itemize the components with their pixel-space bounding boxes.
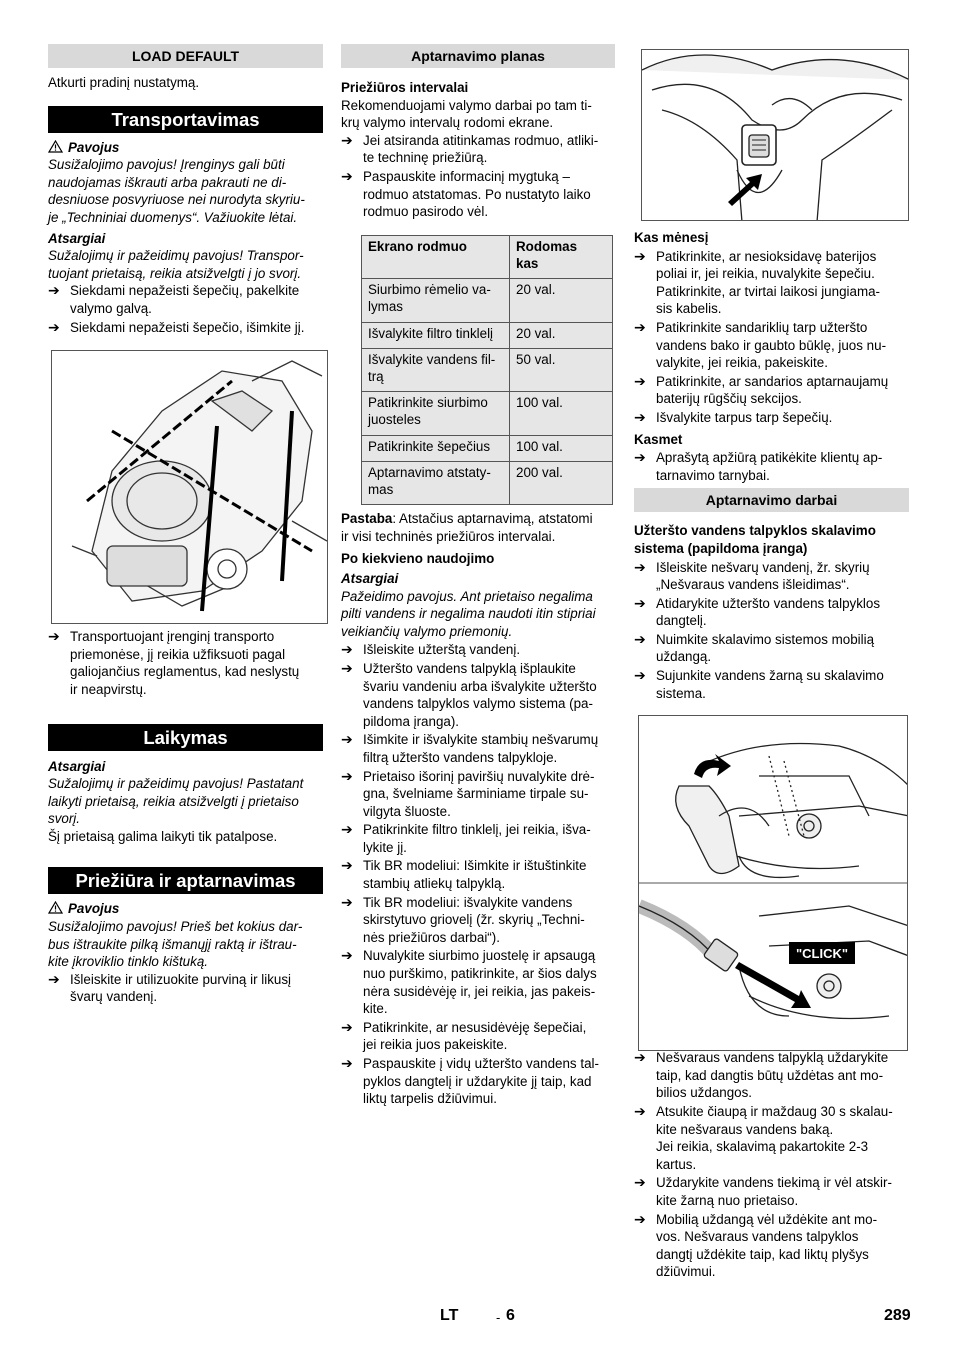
text-line: džiūvimui. bbox=[656, 1264, 716, 1280]
arrow-icon: ➔ bbox=[341, 731, 353, 748]
table-cell: 20 val. bbox=[510, 279, 613, 322]
text-line: Nešvaraus vandens talpyklą uždarykite bbox=[656, 1050, 889, 1066]
text-line: Rodomas bbox=[516, 238, 578, 254]
table-row bbox=[362, 322, 613, 348]
text-line: trą bbox=[368, 368, 384, 384]
text-line: Išvalykite vandens fil- bbox=[368, 351, 496, 367]
text-line: Ekrano rodmuo bbox=[368, 238, 467, 254]
text-line: pyklos dangtelį ir uždarykite jį taip, kad bbox=[363, 1073, 592, 1089]
arrow-icon: ➔ bbox=[48, 318, 60, 335]
bullet-item bbox=[341, 857, 615, 892]
text-line: ir visi techninės priežiūros intervalai. bbox=[341, 528, 556, 544]
table-cell bbox=[362, 392, 510, 435]
text-line: uždangą. bbox=[656, 649, 712, 665]
intervals-text bbox=[341, 97, 615, 132]
text-line: tarnavimo tarnybai. bbox=[656, 467, 770, 483]
lid-latch-drawing bbox=[642, 50, 909, 221]
text-line: valykite, jei reikia, pakeiskite. bbox=[656, 355, 828, 371]
text-line: kite nešvaraus vandens baką. bbox=[656, 1121, 834, 1137]
bullet-item bbox=[634, 1211, 909, 1281]
arrow-icon: ➔ bbox=[341, 767, 353, 784]
arrow-icon: ➔ bbox=[341, 893, 353, 910]
bullet-item bbox=[341, 1055, 615, 1108]
text-line: Jei reikia, skalavimą pakartokite 2-3 bbox=[656, 1139, 869, 1155]
table-header-cell bbox=[510, 235, 613, 278]
text-line: Nuvalykite siurbimo juostelę ir apsaugą bbox=[363, 948, 596, 964]
bullet-item bbox=[634, 449, 909, 484]
after-use-label: Po kiekvieno naudojimo bbox=[341, 551, 495, 567]
table-cell: 50 val. bbox=[510, 348, 613, 391]
arrow-icon: ➔ bbox=[341, 167, 353, 184]
danger-text bbox=[48, 156, 323, 226]
bullet-item bbox=[634, 1049, 909, 1102]
text-line: Rekomenduojami valymo darbai po tam ti- bbox=[341, 97, 592, 113]
arrow-icon: ➔ bbox=[341, 659, 353, 676]
arrow-icon: ➔ bbox=[634, 318, 646, 335]
footer-page-prefix: - bbox=[496, 1310, 501, 1325]
text-line: lymas bbox=[368, 299, 403, 315]
arrow-icon: ➔ bbox=[634, 1174, 646, 1191]
text-line: ir neapvirstų. bbox=[70, 681, 147, 697]
text-line: svorį. bbox=[48, 811, 80, 827]
text-line: rodmuo pasirodo vėl. bbox=[363, 204, 489, 220]
caution-label: Atsargiai bbox=[341, 570, 399, 586]
bullet-item bbox=[634, 248, 909, 318]
hose-illustration bbox=[638, 715, 908, 1051]
arrow-icon: ➔ bbox=[341, 821, 353, 838]
bullet-item bbox=[634, 1174, 909, 1209]
table-row bbox=[362, 461, 613, 504]
text-line: Užteršto vandens talpyklą išplaukite bbox=[363, 660, 576, 676]
text-line: galiojančius reglamentus, kad neslystų bbox=[70, 664, 300, 680]
bullet-item bbox=[48, 628, 323, 698]
text-line: Tik BR modeliui: Išimkite ir ištuštinkite bbox=[363, 858, 587, 874]
text-line: dangtelį. bbox=[656, 613, 707, 629]
table-cell: 200 val. bbox=[510, 461, 613, 504]
note-label: Pastaba bbox=[341, 511, 393, 527]
text-line: sistema. bbox=[656, 685, 706, 701]
text-line: Atsukite čiaupą ir maždaug 30 s skalau- bbox=[656, 1104, 893, 1120]
table-cell: 100 val. bbox=[510, 392, 613, 435]
warning-icon bbox=[48, 140, 63, 153]
bullet-item bbox=[634, 667, 909, 702]
text-line: : Atstačius aptarnavimą, atstatomi bbox=[392, 511, 593, 527]
table-row bbox=[362, 279, 613, 322]
text-line: Sužalojimų ir pažeidimų pavojus! Pastatant bbox=[48, 776, 304, 792]
monthly-label: Kas mėnesį bbox=[634, 230, 709, 245]
load-default-text: Atkurti pradinį nustatymą. bbox=[48, 75, 200, 90]
after-list bbox=[634, 1049, 909, 1281]
bullet-item bbox=[634, 559, 909, 594]
table-cell: Išvalykite filtro tinklelį bbox=[362, 322, 510, 348]
text-line: Susižalojimo pavojus! Prieš bet kokius dar- bbox=[48, 919, 303, 935]
text-line: Aptarnavimo atstaty- bbox=[368, 464, 491, 480]
arrow-icon: ➔ bbox=[634, 558, 646, 575]
text-line: Siurbimo rėmelio va- bbox=[368, 282, 491, 298]
bullet-item bbox=[341, 731, 615, 766]
bullet-item bbox=[634, 373, 909, 408]
text-line: vilgyta šluoste. bbox=[363, 803, 451, 819]
hose-connection-drawing bbox=[639, 716, 908, 1051]
text-line: poliai ir, jei reikia, nuvalykite šepečiu. bbox=[656, 266, 875, 282]
arrow-icon: ➔ bbox=[634, 1210, 646, 1227]
text-line: laikyti prietaisą, reikia atsižvelgti į prietaiso bbox=[48, 793, 299, 809]
text-line: Nuimkite skalavimo sistemos mobilią bbox=[656, 631, 875, 647]
text-line: Paspauskite į vidų užteršto vandens tal- bbox=[363, 1056, 599, 1071]
text-line: tuojant prietaisą, reikia atsižvelgti į jo svorį. bbox=[48, 265, 302, 281]
bullet-item bbox=[48, 971, 323, 1006]
arrow-icon: ➔ bbox=[634, 247, 646, 264]
text-line: baterijų rūgščių sekcijos. bbox=[656, 391, 802, 407]
text-line: Atidarykite užteršto vandens talpyklos bbox=[656, 595, 881, 611]
text-line: je „Techniniai duomenys“. Važiuokite lėtai. bbox=[48, 209, 298, 225]
text-line: bilios uždangos. bbox=[656, 1085, 753, 1101]
text-line: sis kabelis. bbox=[656, 301, 722, 317]
text-line: Patikrinkite, ar nesusidėvėję šepečiai, bbox=[363, 1019, 587, 1035]
text-line: pilti vandens ir negalima naudoti itin stipriai bbox=[341, 606, 596, 622]
bullet-item bbox=[634, 319, 909, 372]
text-line: te techninę priežiūrą. bbox=[363, 150, 488, 166]
text-line: skirstytuvo griovelį (žr. skyrių „Techni- bbox=[363, 912, 585, 928]
danger-text bbox=[48, 918, 323, 971]
text-line: Jei atsiranda atitinkamas rodmuo, atliki- bbox=[363, 132, 599, 148]
text-line: sistema (papildoma įranga) bbox=[634, 540, 808, 556]
bullet-item bbox=[48, 319, 323, 337]
note-paragraph bbox=[341, 510, 615, 545]
arrow-icon: ➔ bbox=[48, 970, 60, 987]
text-line: vandens talpyklos valymo sistema (pa- bbox=[363, 696, 593, 712]
arrow-icon: ➔ bbox=[634, 408, 646, 425]
text-line: kartus. bbox=[656, 1156, 697, 1172]
text-line: dangtį uždėkite taip, kad liktų plyšys bbox=[656, 1246, 869, 1262]
text-line: stambių atliekų talpyklą. bbox=[363, 876, 506, 892]
text-line: krų valymo intervalų rodomi ekrane. bbox=[341, 115, 554, 131]
maintenance-heading: Priežiūra ir aptarnavimas bbox=[48, 867, 323, 894]
text-line: Išleiskite užterštą vandenį. bbox=[363, 642, 521, 658]
text-line: pildoma įranga). bbox=[363, 713, 460, 729]
text-line: Siekdami nepažeisti šepečio, išimkite jį. bbox=[70, 319, 305, 335]
text-line: Patikrinkite, ar nesioksidavę baterijos bbox=[656, 248, 877, 264]
table-row bbox=[362, 392, 613, 435]
text-line: naudojamas iškrauti arba pakrauti ne di- bbox=[48, 174, 287, 190]
text-line: lykite jį. bbox=[363, 839, 407, 855]
text-line: filtrą užteršto vandens talpykloje. bbox=[363, 749, 558, 765]
yearly-label: Kasmet bbox=[634, 431, 683, 447]
text-line: Sujunkite vandens žarną su skalavimo bbox=[656, 668, 884, 684]
bullet-item bbox=[341, 894, 615, 947]
arrow-icon: ➔ bbox=[341, 1055, 353, 1071]
arrow-icon: ➔ bbox=[341, 131, 353, 148]
arrow-icon: ➔ bbox=[48, 628, 60, 645]
caution-text bbox=[341, 588, 615, 641]
text-line: vos. Nešvaraus vandens talpyklos bbox=[656, 1229, 859, 1245]
column-middle bbox=[341, 44, 615, 1108]
warning-icon bbox=[48, 901, 63, 914]
monthly-list bbox=[634, 248, 909, 427]
table-row bbox=[362, 435, 613, 461]
bullet-item bbox=[341, 660, 615, 730]
text-line: švariu vandeniu arba išvalykite užteršto bbox=[363, 678, 597, 694]
arrow-icon: ➔ bbox=[48, 282, 60, 299]
work-heading: Aptarnavimo darbai bbox=[634, 488, 909, 512]
column-right bbox=[634, 44, 909, 1281]
table-cell: 20 val. bbox=[510, 322, 613, 348]
text-line: Uždarykite vandens tiekimą ir vėl atskir- bbox=[656, 1175, 892, 1191]
arrow-icon: ➔ bbox=[341, 1018, 353, 1035]
text-line: juosteles bbox=[368, 412, 421, 428]
text-line: liktų tarpelis džiūvimui. bbox=[363, 1091, 497, 1107]
text-line: rodmuo atstatomas. Po nustatyto laiko bbox=[363, 186, 591, 202]
text-line: Išleiskite nešvarų vandenį, žr. skyrių bbox=[656, 559, 870, 575]
arrow-icon: ➔ bbox=[634, 1049, 646, 1066]
text-line: nuo purškimo, patikrinkite, ar šios dalys bbox=[363, 966, 597, 982]
text-line: veikiančių valymo priemonių. bbox=[341, 623, 513, 639]
yearly-list bbox=[634, 449, 909, 484]
arrow-icon: ➔ bbox=[634, 372, 646, 389]
text-line: valymo galvą. bbox=[70, 300, 152, 316]
table-row bbox=[362, 348, 613, 391]
bullet-item bbox=[48, 282, 323, 317]
text-line: Patikrinkite, ar sandarios aptarnaujamų bbox=[656, 373, 889, 389]
click-label: "CLICK" bbox=[795, 946, 849, 962]
text-line: Patikrinkite filtro tinklelį, jei reikia, išva- bbox=[363, 822, 591, 838]
caution-label: Atsargiai bbox=[48, 758, 106, 774]
text-line: Užteršto vandens talpyklos skalavimo bbox=[634, 523, 876, 539]
text-line: „Nešvaraus vandens išleidimas“. bbox=[656, 577, 850, 593]
bullet-item bbox=[341, 947, 615, 1017]
rinse-list bbox=[634, 559, 909, 703]
text-line: jei reikia juos pakeiskite. bbox=[363, 1037, 508, 1053]
text-line: nės priežiūros darbai“). bbox=[363, 929, 500, 945]
arrow-icon: ➔ bbox=[341, 641, 353, 658]
text-line: Išvalykite tarpus tarp šepečių. bbox=[656, 409, 833, 425]
bullet-item bbox=[634, 595, 909, 630]
rinse-label bbox=[634, 522, 909, 557]
text-line: Išleiskite ir utilizuokite purviną ir likusį bbox=[70, 971, 292, 987]
storage-heading: Laikymas bbox=[48, 724, 323, 751]
load-default-heading: LOAD DEFAULT bbox=[48, 44, 323, 68]
danger-label: Pavojus bbox=[68, 901, 120, 917]
text-line: Aprašytą apžiūrą patikėkite klientų ap- bbox=[656, 450, 883, 466]
text-line: švarų vandenį. bbox=[70, 989, 158, 1005]
arrow-icon: ➔ bbox=[634, 630, 646, 647]
text-line: mas bbox=[368, 481, 394, 497]
text-line: Patikrinkite siurbimo bbox=[368, 395, 488, 411]
arrow-icon: ➔ bbox=[341, 947, 353, 964]
bullet-item bbox=[634, 1103, 909, 1173]
arrow-icon: ➔ bbox=[634, 667, 646, 684]
storage-text: Šį prietaisą galima laikyti tik patalpose. bbox=[48, 828, 278, 844]
table-header-cell bbox=[362, 235, 510, 278]
text-line: Tik BR modeliui: išvalykite vandens bbox=[363, 894, 573, 910]
caution-text bbox=[48, 247, 323, 282]
caution-label: Atsargiai bbox=[48, 230, 106, 246]
bullet-item bbox=[341, 132, 615, 167]
text-line: Patikrinkite sandariklių tarp užteršto bbox=[656, 319, 868, 335]
maintenance-table bbox=[361, 235, 613, 505]
bullet-item bbox=[341, 821, 615, 856]
arrow-icon: ➔ bbox=[634, 1103, 646, 1120]
arrow-icon: ➔ bbox=[634, 594, 646, 611]
lid-illustration bbox=[641, 49, 909, 221]
footer-language: LT bbox=[440, 1307, 459, 1324]
arrow-icon: ➔ bbox=[634, 449, 646, 466]
danger-label: Pavojus bbox=[68, 139, 120, 155]
table-header-row bbox=[362, 235, 613, 278]
text-line: gna, švelniame šarminiame tirpale su- bbox=[363, 786, 589, 802]
text-line: Išimkite ir išvalykite stambių nešvarumų bbox=[363, 732, 599, 748]
text-line: Patikrinkite, ar tvirtai laikosi jungiama- bbox=[656, 283, 880, 299]
bullet-item bbox=[634, 409, 909, 427]
text-line: Paspauskite informacinį mygtuką – bbox=[363, 168, 570, 184]
text-line: Pažeidimo pavojus. Ant prietaiso negalima bbox=[341, 588, 593, 604]
text-line: Prietaiso išorinį paviršių nuvalykite drė- bbox=[363, 768, 595, 784]
table-cell bbox=[362, 461, 510, 504]
text-line: Sužalojimų ir pažeidimų pavojus! Transpor- bbox=[48, 248, 304, 264]
text-line: Mobilią uždangą vėl uždėkite ant mo- bbox=[656, 1211, 878, 1227]
after-use-list bbox=[341, 641, 615, 1107]
text-line: kas bbox=[516, 255, 539, 271]
table-cell bbox=[362, 348, 510, 391]
table-cell: Patikrinkite šepečius bbox=[362, 435, 510, 461]
text-line: bus ištraukite pilką išmanųjį raktą ir ištrau- bbox=[48, 936, 297, 952]
text-line: taip, kad dangtis būtų uždėtas ant mo- bbox=[656, 1067, 884, 1083]
danger-line bbox=[48, 139, 323, 157]
footer-page-sub: 6 bbox=[506, 1307, 515, 1324]
caution-text bbox=[48, 775, 323, 828]
intervals-label: Priežiūros intervalai bbox=[341, 80, 469, 95]
text-line: kite įkroviklio tinklo kištuką. bbox=[48, 954, 208, 970]
column-left bbox=[48, 44, 323, 1006]
danger-line bbox=[48, 900, 323, 918]
text-line: desniuose posvyriuose nei nurodyta skyriu- bbox=[48, 192, 305, 208]
transport-illustration bbox=[51, 350, 328, 624]
transport-heading: Transportavimas bbox=[48, 106, 323, 133]
text-line: Transportuojant įrenginį transporto bbox=[70, 629, 275, 645]
text-line: kite. bbox=[363, 1001, 388, 1017]
text-line: nėra susidėvėję ir, jei reikia, jas pakeis- bbox=[363, 983, 596, 999]
table-cell bbox=[362, 279, 510, 322]
machine-strapped-drawing bbox=[52, 351, 328, 624]
bullet-item bbox=[341, 168, 615, 221]
bullet-item bbox=[341, 1019, 615, 1054]
footer-page-number: 289 bbox=[884, 1307, 911, 1324]
arrow-icon: ➔ bbox=[341, 857, 353, 874]
text-line: Siekdami nepažeisti šepečių, pakelkite bbox=[70, 283, 300, 299]
bullet-item bbox=[341, 641, 615, 659]
bullet-item bbox=[634, 631, 909, 666]
text-line: priemonėse, jį reikia užfiksuoti pagal bbox=[70, 646, 286, 662]
text-line: kite žarną nuo prietaiso. bbox=[656, 1193, 799, 1208]
table-cell: 100 val. bbox=[510, 435, 613, 461]
text-line: vandens bako ir gaubto būklę, juos nu- bbox=[656, 337, 887, 353]
text-line: Susižalojimo pavojus! Įrenginys gali būti bbox=[48, 157, 285, 173]
bullet-item bbox=[341, 768, 615, 821]
plan-heading: Aptarnavimo planas bbox=[341, 44, 615, 68]
